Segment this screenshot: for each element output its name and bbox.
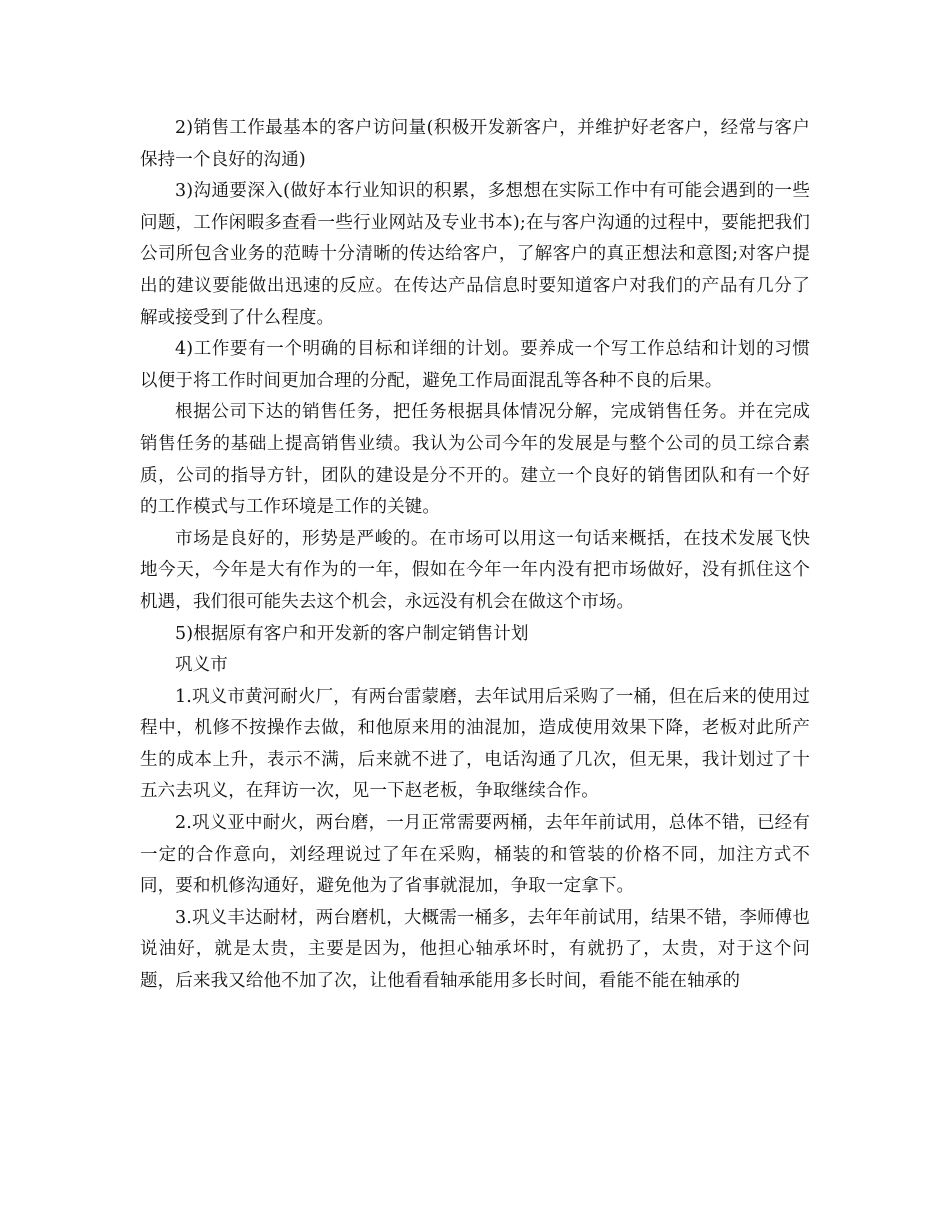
paragraph-client-2: 2.巩义亚中耐火，两台磨，一月正常需要两桶，去年年前试用，总体不错，已经有一定的合作意向，刘经理说过了年在采购，桶装的和管装的价格不同，加注方式不同，要和机修沟通好，避免他为了省事就混加，争取一定拿下。 bbox=[140, 813, 810, 897]
paragraph-visit-volume: 2)销售工作最基本的客户访问量(积极开发新客户，并维护好老客户，经常与客户保持一个良好的沟通) bbox=[140, 118, 810, 170]
paragraph-market: 市场是良好的，形势是严峻的。在市场可以用这一句话来概括，在技术发展飞快地今天，今年是大有作为的一年，假如在今年一年内没有把市场做好，没有抓住这个机遇，我们很可能失去这个机会，永远没有机会在做这个市场。 bbox=[140, 528, 810, 612]
paragraph-client-1: 1.巩义市黄河耐火厂，有两台雷蒙磨，去年试用后采购了一桶，但在后来的使用过程中，机修不按操作去做，和他原来用的油混加，造成使用效果下降，老板对此所产生的成本上升，表示不满，后来就不进了，电话沟通了几次，但无果，我计划过了十五六去巩义，在拜访一次，见一下赵老板，争取继续合作。 bbox=[140, 686, 810, 802]
paragraph-client-3: 3.巩义丰达耐材，两台磨机，大概需一桶多，去年年前试用，结果不错，李师傅也说油好，就是太贵，主要是因为，他担心轴承坏时，有就扔了，太贵，对于这个问题，后来我又给他不加了次，让他看看轴承能用多长时间，看能不能在轴承的 bbox=[140, 907, 810, 992]
paragraph-region-heading: 巩义市 bbox=[175, 655, 228, 676]
paragraph-goals-plan: 4)工作要有一个明确的目标和详细的计划。要养成一个写工作总结和计划的习惯以便于将工作时间更加合理的分配，避免工作局面混乱等各种不良的后果。 bbox=[140, 339, 810, 391]
paragraph-communication: 3)沟通要深入(做好本行业知识的积累，多想想在实际工作中有可能会遇到的一些问题，工作闲暇多查看一些行业网站及专业书本);在与客户沟通的过程中，要能把我们公司所包含业务的范畴十分清晰的传达给客户，了解客户的真正想法和意图;对客户提出的建议要能做出迅速的反应。在传达产品信息时要知道客户对我们的产品有几分了解或接受到了什么程度。 bbox=[140, 181, 810, 328]
paragraph-sales-task: 根据公司下达的销售任务，把任务根据具体情况分解，完成销售任务。并在完成销售任务的基础上提高销售业绩。我认为公司今年的发展是与整个公司的员工综合素质，公司的指导方针，团队的建设是分不开的。建立一个良好的销售团队和有一个好的工作模式与工作环境是工作的关键。 bbox=[140, 402, 810, 518]
paragraph-sales-plan-heading: 5)根据原有客户和开发新的客户制定销售计划 bbox=[175, 623, 529, 644]
